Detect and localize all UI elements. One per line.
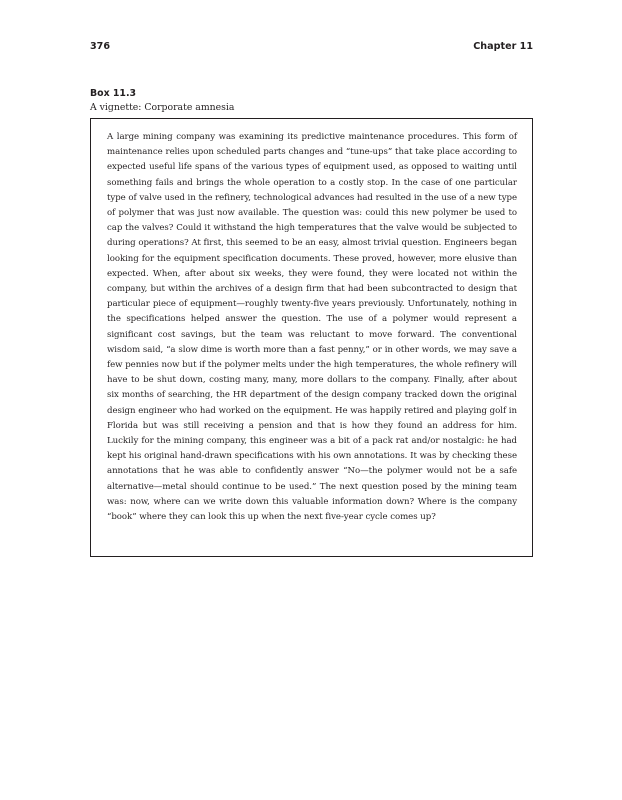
- box-body-text: A large mining company was examining its predictive maintenance procedures. This form of maintenance relies upon scheduled parts changes and “tune-ups” that take place according to expected useful life spans of the various types of equipment used, as opposed to waiting until something fails and brings the whole operation to a costly stop. In the case of one particular type of valve used in the refinery, technological advances had resulted in the use of a new type of polymer that was just now available. The question was: could this new polymer be used to cap the valves? Could it withstand the high temperatures that the valve would be subjected to during operations? At first, this seemed to be an easy, almost trivial question. Engineers began looking for the equipment specification documents. These proved, however, more elusive than expected. When, after about six weeks, they were found, they were located not within the company, but within the archives of a design firm that had been subcontracted to design that particular piece of equipment—roughly twenty-five years previously. Unfortunately, nothing in the specifications helped answer the question. The use of a polymer would represent a significant cost savings, but the team was reluctant to move forward. The conventional wisdom said, “a slow dime is worth more than a fast penny,” or in other words, we may save a few pennies now but if the polymer melts under the high temperatures, the whole refinery will have to be shut down, costing many, many, more dollars to the company. Finally, after about six months of searching, the HR department of the design company tracked down the original design engineer who had worked on the equipment. He was happily retired and playing golf in Florida but was still receiving a pension and that is how they found an address for him. Luckily for the mining company, this engineer was a bit of a pack rat and/or nostalgic: he had kept his original hand-drawn specifications with his own annotations. It was by checking these annotations that he was able to confidently answer “No—the polymer would not be a safe alternative—metal should continue to be used.” The next question posed by the mining team was: now, where can we write down this valuable information down? Where is the company “book” where they can look this up when the next five-year cycle comes up?: [107, 132, 517, 523]
- box-subtitle: A vignette: Corporate amnesia: [90, 102, 235, 113]
- box-frame: [90, 118, 533, 557]
- chapter-label: Chapter 11: [473, 41, 533, 52]
- page-number: 376: [90, 41, 111, 52]
- running-head: [90, 41, 533, 55]
- box-title: Box 11.3: [90, 88, 137, 99]
